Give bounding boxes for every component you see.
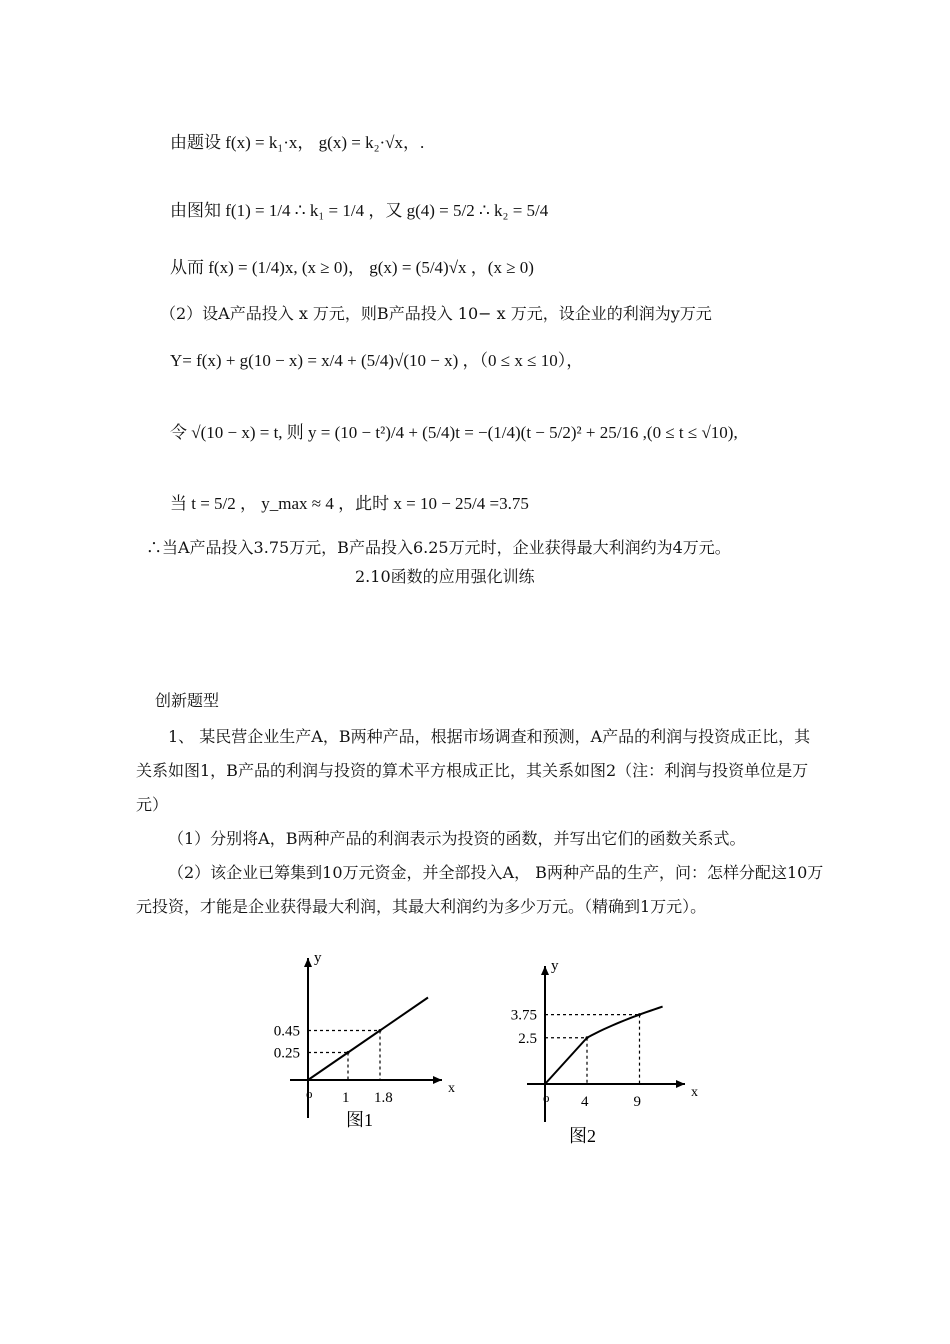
solution-line-6 — [170, 422, 738, 444]
solution-line-4 — [160, 303, 712, 325]
solution-line-3-text: 从而 f(x) = (1/4)x, (x ≥ 0)， g(x) = (5/4)√x ，(x ≥ 0) — [170, 258, 534, 277]
solution-line-3 — [170, 257, 534, 279]
solution-line-6-text: 令 √(10 − x) = t, 则 y = (10 − t²)/4 + (5/4)t = −(1/4)(t − 5/2)² + 25/16 ,(0 ≤ t ≤ √10), — [170, 423, 738, 442]
y-axis-arrow — [541, 966, 549, 975]
y-axis-arrow — [304, 958, 312, 967]
solution-line-4-text: （2）设A产品投入 x 万元，则B产品投入 10− x 万元，设企业的利润为y万元 — [160, 304, 712, 323]
problem-question-2-text: （2）该企业已筹集到10万元资金，并全部投入A， B两种产品的生产，问：怎样分配这10万元投资，才能是企业获得最大利润，其最大利润约为多少万元。（精确到1万元）。 — [136, 863, 824, 916]
fig2-caption: 图2 — [569, 1126, 596, 1146]
origin-label: o — [543, 1090, 550, 1105]
figure-2-chart — [495, 960, 705, 1150]
y-tick-label: 3.75 — [510, 1007, 537, 1024]
origin-label: o — [306, 1086, 313, 1101]
problem-statement-text: 1、 某民营企业生产A，B两种产品，根据市场调查和预测，A产品的利润与投资成正比，其关系如图1，B产品的利润与投资的算术平方根成正比，其关系如图2（注：利润与投资单位是万元） — [136, 727, 811, 814]
x-axis-label: x — [448, 1081, 455, 1096]
x-axis-arrow — [676, 1080, 685, 1088]
section-title-text: 2.10函数的应用强化训练 — [355, 567, 535, 586]
problem-statement — [136, 720, 826, 822]
y-tick-label: 2.5 — [518, 1030, 537, 1047]
x-tick-label: 9 — [633, 1094, 641, 1110]
problem-category-text: 创新题型 — [155, 691, 220, 710]
solution-line-5 — [170, 350, 583, 372]
problem-category — [155, 690, 219, 712]
solution-conclusion-text: ∴当A产品投入3.75万元，B产品投入6.25万元时，企业获得最大利润约为4万元。 — [146, 538, 731, 557]
x-tick-label: 4 — [581, 1094, 589, 1110]
y-tick-label: 0.25 — [273, 1045, 300, 1062]
x-axis-label: x — [691, 1085, 698, 1100]
x-tick-label: 1 — [342, 1090, 350, 1106]
solution-line-1-text: 由题设 f(x) = k₁·x， g(x) = k₂·√x，. — [170, 133, 425, 152]
problem-question-1-text: （1）分别将A，B两种产品的利润表示为投资的函数，并写出它们的函数关系式。 — [168, 829, 746, 848]
problem-question-2 — [136, 856, 826, 924]
problem-question-1 — [136, 822, 826, 856]
series-line — [308, 998, 428, 1081]
solution-line-7-text: 当 t = 5/2 ， y_max ≈ 4 ，此时 x = 10 − 25/4 =3.75 — [170, 494, 529, 513]
y-axis-label: y — [551, 960, 559, 974]
solution-line-7 — [170, 493, 529, 515]
fig1-caption: 图1 — [346, 1110, 373, 1130]
solution-line-2-text: 由图知 f(1) = 1/4 ∴ k₁ = 1/4 ，又 g(4) = 5/2 ∴ k₂ = 5/4 — [170, 201, 549, 220]
section-title — [355, 566, 535, 588]
y-axis-label: y — [314, 950, 322, 966]
solution-conclusion — [146, 537, 731, 559]
solution-line-1 — [170, 132, 424, 154]
x-tick-label: 1.8 — [374, 1090, 393, 1106]
y-tick-label: 0.45 — [273, 1023, 300, 1040]
series-line — [545, 1007, 663, 1084]
x-axis-arrow — [433, 1076, 442, 1084]
solution-line-5-text: Y= f(x) + g(10 − x) = x/4 + (5/4)√(10 − x) ，（0 ≤ x ≤ 10）， — [170, 351, 584, 370]
solution-line-2 — [170, 200, 548, 222]
figure-1-chart — [270, 950, 460, 1130]
